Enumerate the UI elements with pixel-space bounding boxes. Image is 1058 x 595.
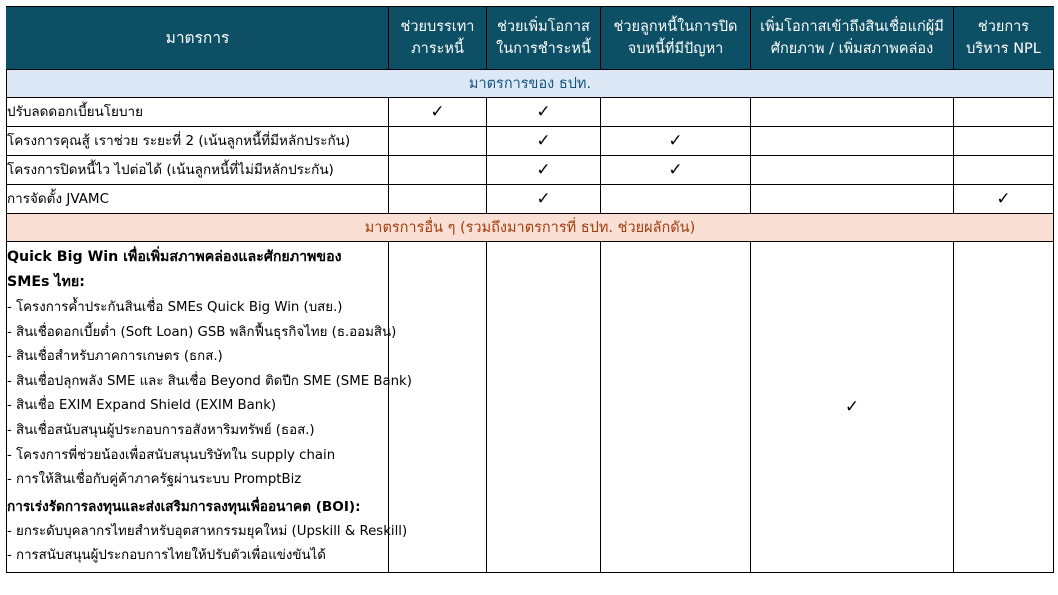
quick-big-win-block bbox=[7, 245, 412, 569]
list-item: - โครงการพี่ช่วยน้องเพื่อสนับสนุนบริษัทใน supply chain bbox=[7, 447, 336, 463]
quick-big-win-heading: Quick Big Win เพื่อเพิ่มสภาพคล่องและศักยภาพของ SMEs ไทย: bbox=[7, 249, 342, 290]
column-header-npl-management-line1: ช่วยการ bbox=[977, 18, 1030, 35]
measure-content-cell bbox=[7, 242, 412, 573]
check-cell-c1 bbox=[389, 156, 487, 185]
check-cell-c1: ✓ bbox=[389, 98, 487, 127]
column-header-debt-relief-line1: ช่วยบรรเทา bbox=[400, 18, 475, 35]
section-band-row-bot bbox=[7, 70, 1054, 98]
check-cell-c4 bbox=[751, 156, 954, 185]
measure-label: โครงการปิดหนี้ไว ไปต่อได้ (เน้นลูกหนี้ที่ไม่มีหลักประกัน) bbox=[7, 156, 389, 185]
check-cell-c1 bbox=[389, 185, 487, 214]
table-row bbox=[7, 156, 1054, 185]
table-body bbox=[7, 70, 1054, 573]
column-header-npl-management-line2: บริหาร NPL bbox=[966, 41, 1041, 57]
list-item: - การให้สินเชื่อกับคู่ค้าภาครัฐผ่านระบบ PromptBiz bbox=[7, 472, 302, 488]
column-header-repayment-chance-line1: ช่วยเพิ่มโอกาส bbox=[497, 18, 590, 35]
section-band-label-other: มาตรการอื่น ๆ (รวมถึงมาตรการที่ ธปท. ช่วยผลักดัน) bbox=[7, 214, 1054, 242]
check-cell-c3 bbox=[601, 185, 751, 214]
check-cell-c2: ✓ bbox=[487, 127, 601, 156]
list-item: - สินเชื่อ EXIM Expand Shield (EXIM Bank) bbox=[7, 398, 277, 414]
check-cell-c5 bbox=[954, 242, 1054, 573]
header-row bbox=[7, 7, 1054, 70]
list-item: - สินเชื่อสนับสนุนผู้ประกอบการอสังหาริมทรัพย์ (ธอส.) bbox=[7, 423, 315, 439]
check-cell-c2 bbox=[487, 242, 601, 573]
check-cell-c4 bbox=[751, 127, 954, 156]
section-band-label-bot: มาตรการของ ธปท. bbox=[7, 70, 1054, 98]
table-row bbox=[7, 185, 1054, 214]
check-cell-c5 bbox=[954, 98, 1054, 127]
column-header-npl-management bbox=[954, 7, 1054, 70]
list-item: - สินเชื่อปลุกพลัง SME และ สินเชื่อ Beyond ติดปีก SME (SME Bank) bbox=[7, 373, 412, 389]
column-header-debt-relief bbox=[389, 7, 487, 70]
section-band-row-other bbox=[7, 214, 1054, 242]
column-header-credit-access-line1: เพิ่มโอกาสเข้าถึงสินเชื่อแก่ผู้มี bbox=[760, 18, 944, 35]
check-cell-c3 bbox=[601, 242, 751, 573]
check-cell-c5 bbox=[954, 156, 1054, 185]
check-cell-c1 bbox=[389, 127, 487, 156]
column-header-measure bbox=[7, 7, 389, 70]
column-header-repayment-chance bbox=[487, 7, 601, 70]
check-cell-c4 bbox=[751, 185, 954, 214]
check-cell-c4: ✓ bbox=[751, 242, 954, 573]
measures-table bbox=[6, 6, 1054, 573]
check-cell-c4 bbox=[751, 98, 954, 127]
column-header-close-problem-debt bbox=[601, 7, 751, 70]
measure-label: โครงการคุณสู้ เราช่วย ระยะที่ 2 (เน้นลูกหนี้ที่มีหลักประกัน) bbox=[7, 127, 389, 156]
list-item: - สินเชื่อดอกเบี้ยต่ำ (Soft Loan) GSB พลิกฟื้นธุรกิจไทย (ธ.ออมสิน) bbox=[7, 324, 397, 340]
check-cell-c5 bbox=[954, 127, 1054, 156]
column-header-close-problem-debt-line2: จบหนี้ที่มีปัญหา bbox=[627, 41, 724, 57]
column-header-close-problem-debt-line1: ช่วยลูกหนี้ในการปิด bbox=[613, 18, 738, 35]
check-cell-c3 bbox=[601, 98, 751, 127]
list-item: - โครงการค้ำประกันสินเชื่อ SMEs Quick Big Win (บสย.) bbox=[7, 300, 343, 316]
check-cell-c2: ✓ bbox=[487, 185, 601, 214]
column-header-debt-relief-line2: ภาระหนี้ bbox=[411, 41, 464, 57]
boi-heading: การเร่งรัดการลงทุนและส่งเสริมการลงทุนเพื่ออนาคต (BOI): bbox=[7, 498, 361, 515]
table-row bbox=[7, 98, 1054, 127]
list-item: - ยกระดับบุคลากรไทยสำหรับอุตสาหกรรมยุคใหม่ (Upskill & Reskill) bbox=[7, 523, 408, 539]
table-row bbox=[7, 127, 1054, 156]
check-cell-c2: ✓ bbox=[487, 98, 601, 127]
measure-label: ปรับลดดอกเบี้ยนโยบาย bbox=[7, 98, 389, 127]
column-header-credit-access-line2: ศักยภาพ / เพิ่มสภาพคล่อง bbox=[770, 41, 934, 57]
column-header-credit-access bbox=[751, 7, 954, 70]
measure-label: การจัดตั้ง JVAMC bbox=[7, 185, 389, 214]
check-cell-c1 bbox=[389, 242, 487, 573]
check-cell-c2: ✓ bbox=[487, 156, 601, 185]
column-header-repayment-chance-line2: ในการชำระหนี้ bbox=[496, 41, 591, 57]
table-row bbox=[7, 242, 1054, 573]
table-header bbox=[7, 7, 1054, 70]
check-cell-c5: ✓ bbox=[954, 185, 1054, 214]
check-cell-c3: ✓ bbox=[601, 127, 751, 156]
column-header-measure-label: มาตรการ bbox=[165, 28, 230, 47]
check-cell-c3: ✓ bbox=[601, 156, 751, 185]
list-item: - การสนับสนุนผู้ประกอบการไทยให้ปรับตัวเพื่อแข่งขันได้ bbox=[7, 548, 326, 564]
list-item: - สินเชื่อสำหรับภาคการเกษตร (ธกส.) bbox=[7, 349, 223, 365]
